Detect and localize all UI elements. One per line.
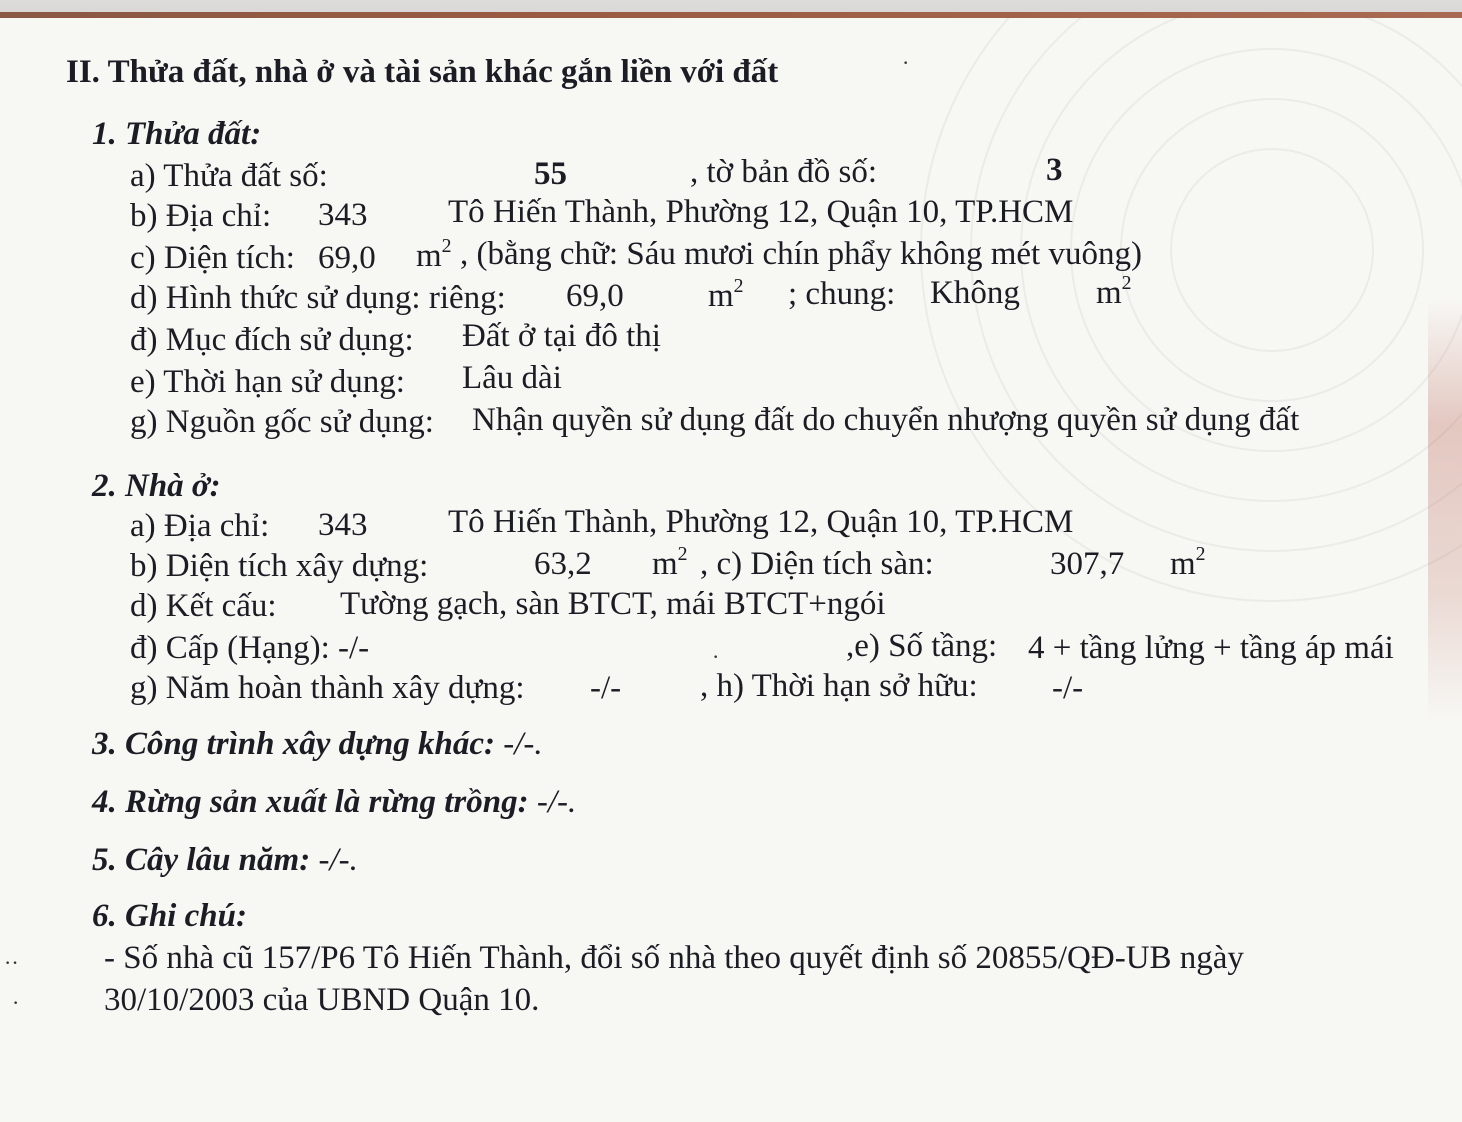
perennial-title: 5. Cây lâu năm:	[92, 842, 311, 878]
ownership-term-label: , h) Thời hạn sở hữu:	[700, 668, 978, 704]
house-address-number: 343	[318, 507, 368, 543]
structure-label: d) Kết cấu:	[130, 588, 277, 624]
completion-year-label: g) Năm hoàn thành xây dựng:	[130, 670, 525, 706]
forest-title: 4. Rừng sản xuất là rừng trồng:	[92, 784, 529, 820]
speck-mark: ·	[12, 990, 20, 1015]
perennial-value: -/-.	[318, 842, 358, 878]
floor-area-unit: $m^2$	[1170, 543, 1206, 582]
section-heading: II. Thửa đất, nhà ở và tài sản khác gắn liền với đất	[66, 54, 779, 90]
other-works-row	[92, 728, 543, 761]
notes-line-2: 30/10/2003 của UBND Quận 10.	[104, 982, 540, 1018]
land-area-unit: $m^2$	[416, 235, 452, 274]
speck-mark: ·	[712, 644, 720, 669]
forest-value: -/-.	[536, 784, 577, 820]
house-address-street: Tô Hiến Thành, Phường 12, Quận 10, TP.HCM	[448, 504, 1074, 540]
house-address-label: a) Địa chỉ:	[130, 508, 270, 544]
parcel-number-label: a) Thửa đất số:	[130, 158, 328, 194]
usage-private-unit: $m^2$	[708, 275, 744, 314]
notes-title: 6. Ghi chú:	[92, 898, 247, 934]
other-works-value: -/-.	[503, 726, 543, 762]
ownership-term-value: -/-	[1052, 670, 1084, 706]
land-origin-label: g) Nguồn gốc sử dụng:	[130, 404, 434, 440]
speck-mark: ·	[902, 50, 910, 75]
land-area-value: 69,0	[318, 240, 376, 276]
land-area-in-words: , (bằng chữ: Sáu mươi chín phẩy không mét vuông)	[460, 236, 1142, 272]
floors-value: 4 + tầng lửng + tầng áp mái	[1028, 630, 1394, 666]
build-area-label: b) Diện tích xây dựng:	[130, 548, 429, 584]
notes-line-1: - Số nhà cũ 157/P6 Tô Hiến Thành, đổi số nhà theo quyết định số 20855/QĐ-UB ngày	[104, 940, 1244, 976]
usage-common-value: Không	[930, 275, 1020, 311]
land-address-street: Tô Hiến Thành, Phường 12, Quận 10, TP.HCM	[448, 194, 1074, 230]
floor-area-label: , c) Diện tích sàn:	[700, 546, 934, 582]
grade-label: đ) Cấp (Hạng): -/-	[130, 630, 370, 666]
forest-row	[92, 786, 576, 819]
usage-private-value: 69,0	[566, 278, 624, 314]
map-sheet-value: 3	[1046, 152, 1063, 188]
build-area-unit: $m^2$	[652, 543, 688, 582]
land-term-label: e) Thời hạn sử dụng:	[130, 364, 405, 400]
land-section-title: 1. Thửa đất:	[92, 116, 262, 152]
usage-form-label: d) Hình thức sử dụng: riêng:	[130, 280, 506, 316]
land-area-label: c) Diện tích:	[130, 240, 295, 276]
perennial-row	[92, 844, 358, 877]
page-edge-decoration	[1428, 300, 1462, 720]
land-origin-value: Nhận quyền sử dụng đất do chuyển nhượng quyền sử dụng đất	[472, 402, 1300, 438]
other-works-title: 3. Công trình xây dựng khác:	[92, 726, 496, 762]
floor-area-value: 307,7	[1050, 546, 1125, 582]
speck-mark: ··	[4, 950, 19, 975]
usage-common-unit: $m^2$	[1096, 272, 1132, 311]
build-area-value: 63,2	[534, 546, 592, 582]
land-term-value: Lâu dài	[462, 360, 562, 396]
land-purpose-label: đ) Mục đích sử dụng:	[130, 322, 414, 358]
completion-year-value: -/-	[590, 670, 622, 706]
floors-label: ,e) Số tầng:	[846, 628, 998, 664]
map-sheet-label: , tờ bản đồ số:	[690, 154, 878, 190]
land-address-label: b) Địa chỉ:	[130, 198, 272, 234]
parcel-number-value: 55	[534, 156, 567, 192]
usage-common-label: ; chung:	[788, 276, 896, 312]
structure-value: Tường gạch, sàn BTCT, mái BTCT+ngói	[340, 586, 886, 622]
house-section-title: 2. Nhà ở:	[92, 468, 221, 504]
land-purpose-value: Đất ở tại đô thị	[462, 318, 661, 354]
land-address-number: 343	[318, 197, 368, 233]
